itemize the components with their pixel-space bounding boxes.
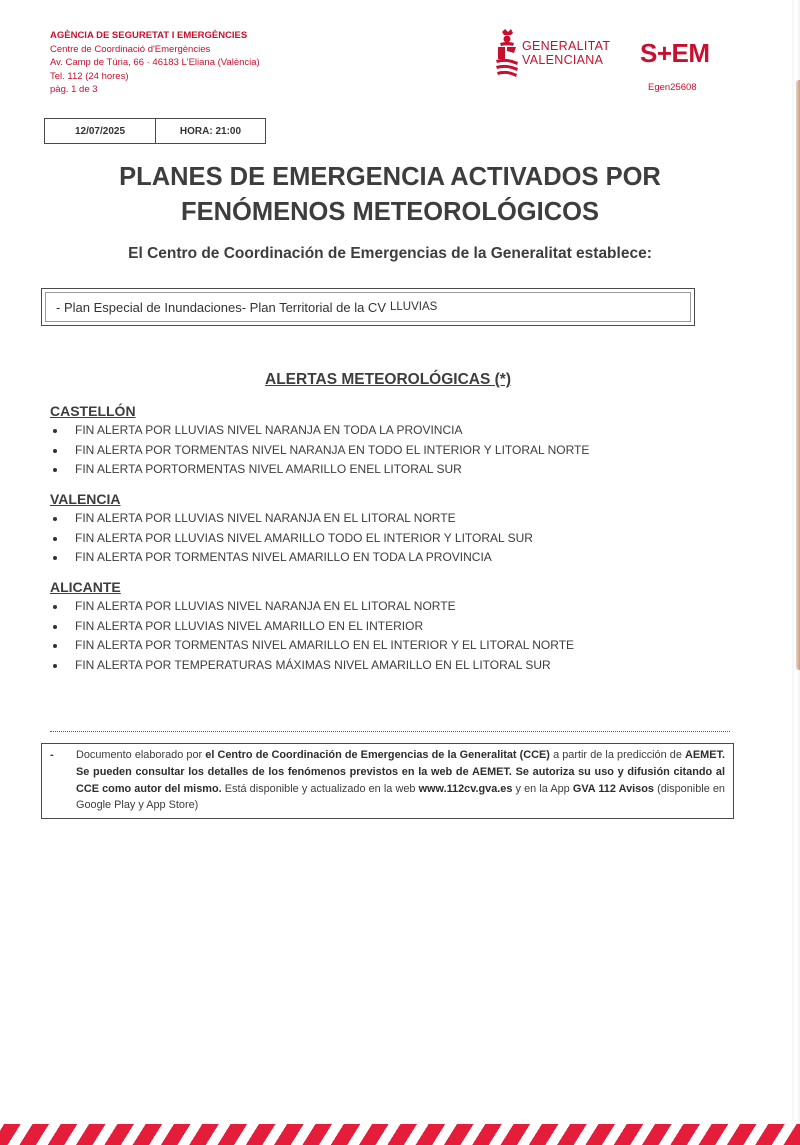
province-castellon <box>50 402 750 480</box>
alert-item: FIN ALERTA POR TORMENTAS NIVEL AMARILLO EN TODA LA PROVINCIA <box>50 548 750 568</box>
agency-header <box>50 29 260 97</box>
footer-aemet: AEMET. Se pueden consultar los detalles de los fenómenos previstos en la web de AEMET. Se autoriza su uso y difusión citando al CCE como autor del mismo. <box>76 749 725 795</box>
alert-item: FIN ALERTA POR LLUVIAS NIVEL NARANJA EN EL LITORAL NORTE <box>50 509 750 529</box>
coordination-center: Centre de Coordinació d'Emergències <box>50 43 211 55</box>
alert-item: FIN ALERTA PORTORMENTAS NIVEL AMARILLO ENEL LITORAL SUR <box>50 460 750 480</box>
footer-app-name: GVA 112 Avisos <box>572 782 654 795</box>
document-code: Egen25608 <box>648 82 697 93</box>
alert-item: FIN ALERTA POR LLUVIAS NIVEL NARANJA EN EL LITORAL NORTE <box>50 597 750 617</box>
page-title <box>0 160 780 230</box>
alert-list <box>50 421 750 480</box>
alert-item: FIN ALERTA POR TEMPERATURAS MÁXIMAS NIVEL AMARILLO EN EL LITORAL SUR <box>50 656 750 676</box>
footer-text: Está disponible y actualizado en la web <box>221 782 419 795</box>
generalitat-crest-icon <box>492 29 522 79</box>
page-number: pàg. 1 de 3 <box>50 84 98 95</box>
plan-box <box>41 288 695 326</box>
footer-text: Documento elaborado por <box>76 749 206 761</box>
footer-text: y en la App <box>512 782 573 795</box>
agency-name: AGÈNCIA DE SEGURETAT I EMERGÈNCIES <box>50 30 248 41</box>
gv-line-2: VALENCIANA <box>522 53 604 67</box>
alert-item: FIN ALERTA POR LLUVIAS NIVEL NARANJA EN TODA LA PROVINCIA <box>50 421 750 441</box>
alerts-heading: ALERTAS METEOROLÓGICAS (*) <box>265 371 511 388</box>
province-name: VALENCIA <box>50 491 121 507</box>
bottom-striped-bar <box>0 1124 800 1145</box>
plan-tag: LLUVIAS <box>390 301 438 313</box>
footer-website-link[interactable]: www.112cv.gva.es <box>418 782 513 795</box>
date-value: 12/07/2025 <box>45 119 156 143</box>
sem-logo: S+EM <box>640 38 710 68</box>
footer-cce: el Centro de Coordinación de Emergencias de la Generalitat (CCE) <box>205 749 550 761</box>
footer-dash: - <box>50 749 54 761</box>
title-line-2: FENÓMENOS METEOROLÓGICOS <box>181 198 599 226</box>
date-time-box <box>44 118 266 144</box>
plan-text: - Plan Especial de Inundaciones- Plan Territorial de la CV <box>56 299 386 315</box>
province-alicante <box>50 578 750 675</box>
alert-item: FIN ALERTA POR TORMENTAS NIVEL NARANJA EN TODO EL INTERIOR Y LITORAL NORTE <box>50 441 750 461</box>
province-valencia <box>50 490 750 568</box>
province-name: ALICANTE <box>50 579 121 595</box>
agency-address: Av. Camp de Túria, 66 · 46183 L'Eliana (València) <box>50 57 260 68</box>
footer-note-box <box>41 743 734 819</box>
province-name: CASTELLÓN <box>50 403 136 419</box>
footer-text: (disponible en Google Play y App Store) <box>76 782 725 812</box>
title-line-1: PLANES DE EMERGENCIA ACTIVADOS POR <box>119 163 661 191</box>
plan-box-inner <box>45 292 691 322</box>
alert-list <box>50 597 750 675</box>
dotted-divider <box>50 731 730 732</box>
time-value: HORA: 21:00 <box>179 125 242 137</box>
alert-list <box>50 509 750 568</box>
alert-item: FIN ALERTA POR TORMENTAS NIVEL AMARILLO EN EL INTERIOR Y EL LITORAL NORTE <box>50 636 750 656</box>
footer-note <box>76 747 725 814</box>
generalitat-wordmark <box>522 39 610 67</box>
alert-item: FIN ALERTA POR LLUVIAS NIVEL AMARILLO EN EL INTERIOR <box>50 617 750 637</box>
page-subtitle: El Centro de Coordinación de Emergencias de la Generalitat establece: <box>128 245 652 262</box>
agency-phone: Tel. 112 (24 hores) <box>50 70 129 82</box>
footer-text: a partir de la predicción de <box>549 749 686 761</box>
background-edge <box>796 80 800 670</box>
gv-line-1: GENERALITAT <box>522 39 611 53</box>
alert-item: FIN ALERTA POR LLUVIAS NIVEL AMARILLO TODO EL INTERIOR Y LITORAL SUR <box>50 529 750 549</box>
